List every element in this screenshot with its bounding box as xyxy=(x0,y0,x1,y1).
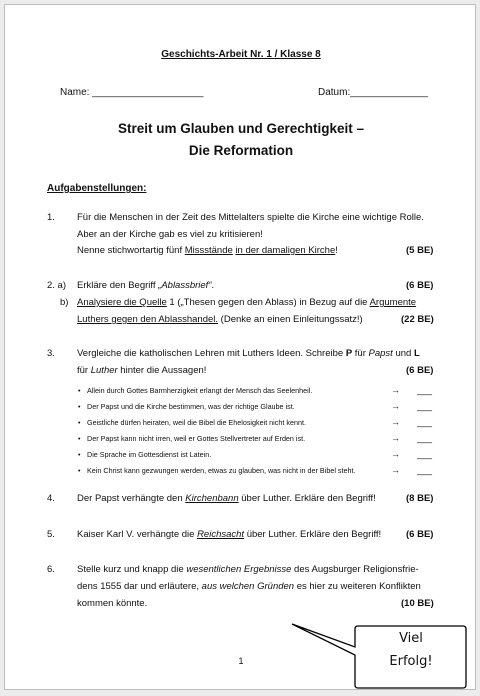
bubble-line2: Erfolg! xyxy=(389,654,433,669)
page-number: 1 xyxy=(238,656,244,666)
task-2b-points: (22 BE) xyxy=(401,314,434,325)
task-4-points: (8 BE) xyxy=(406,493,434,504)
answer-blank[interactable]: ___ xyxy=(417,449,433,459)
arrow-right-icon: → xyxy=(391,433,400,443)
section-heading: Aufgabenstellungen: xyxy=(47,183,147,194)
worksheet-page xyxy=(4,4,476,690)
main-title-line2: Die Reformation xyxy=(188,143,294,158)
exam-header-title: Geschichts-Arbeit Nr. 1 / Klasse 8 xyxy=(161,49,321,60)
bullet-icon: • xyxy=(78,418,81,427)
task-3-line1: Vergleiche die katholischen Lehren mit Luthers Ideen. Schreibe P für Papst und L xyxy=(77,348,420,359)
task-1-line1: Für die Menschen in der Zeit des Mittelalters spielte die Kirche eine wichtige Rolle. xyxy=(77,212,424,223)
task-4-text: Der Papst verhängte den Kirchenbann über Luther. Erkläre den Begriff! xyxy=(77,493,376,504)
task-6-number: 6. xyxy=(47,564,55,575)
task-5-points: (6 BE) xyxy=(406,529,434,540)
statement-item: • Allein durch Gottes Barmherzigkeit erlangt der Mensch das Seelenheil. xyxy=(78,386,313,395)
bullet-icon: • xyxy=(78,402,81,411)
name-field-label: Name: ____________________ xyxy=(60,87,204,98)
task-6-line2: dens 1555 dar und erläutere, aus welchen Gründen es hier zu weiteren Konflikten xyxy=(77,581,421,592)
arrow-right-icon: → xyxy=(391,449,400,459)
answer-blank[interactable]: ___ xyxy=(417,417,433,427)
bullet-icon: • xyxy=(78,386,81,395)
answer-blank[interactable]: ___ xyxy=(417,465,433,475)
answer-blank[interactable]: ___ xyxy=(417,401,433,411)
task-2b-line2: Luthers gegen den Ablasshandel. (Denke an einen Einleitungssatz!) xyxy=(77,314,363,325)
arrow-right-icon: → xyxy=(391,401,400,411)
bubble-line1: Viel xyxy=(399,631,423,646)
arrow-right-icon: → xyxy=(391,417,400,427)
task-4-number: 4. xyxy=(47,493,55,504)
task-1-points: (5 BE) xyxy=(406,245,434,256)
bullet-icon: • xyxy=(78,450,81,459)
task-2b-line1: Analysiere die Quelle 1 („Thesen gegen den Ablass) in Bezug auf die Argumente xyxy=(77,297,417,308)
task-2a-text: Erkläre den Begriff „Ablassbrief“. xyxy=(77,280,215,291)
date-field-label: Datum:______________ xyxy=(318,87,429,98)
task-3-line2: für Luther hinter die Aussagen! xyxy=(77,365,207,376)
task-1-number: 1. xyxy=(47,212,55,223)
statement-item: • Kein Christ kann gezwungen werden, etwas zu glauben, was nicht in der Bibel steht. xyxy=(78,466,356,475)
arrow-right-icon: → xyxy=(391,385,400,395)
task-6-line3: kommen könnte. xyxy=(77,598,148,609)
task-1-line3: Nenne stichwortartig fünf Missstände in der damaligen Kirche! xyxy=(77,245,338,256)
task-3-number: 3. xyxy=(47,348,55,359)
task-5-number: 5. xyxy=(47,529,55,540)
bullet-icon: • xyxy=(78,434,81,443)
task-5-text: Kaiser Karl V. verhängte die Reichsacht über Luther. Erkläre den Begriff! xyxy=(77,529,382,540)
statement-item: • Der Papst kann nicht irren, weil er Gottes Stellvertreter auf Erden ist. xyxy=(78,434,306,443)
bullet-icon: • xyxy=(78,466,81,475)
task-6-points: (10 BE) xyxy=(401,598,434,609)
task-6-line1: Stelle kurz und knapp die wesentlichen Ergebnisse des Augsburger Religionsfrie- xyxy=(77,564,419,575)
task-3-points: (6 BE) xyxy=(406,365,434,376)
task-1-line2: Aber an der Kirche gab es viel zu kritisieren! xyxy=(77,229,263,240)
task-2a-number: 2. a) xyxy=(47,280,67,291)
task-2a-points: (6 BE) xyxy=(406,280,434,291)
statement-item: • Die Sprache im Gottesdienst ist Latein. xyxy=(78,450,212,459)
arrow-right-icon: → xyxy=(391,465,400,475)
task-2b-number: b) xyxy=(60,297,69,308)
answer-blank[interactable]: ___ xyxy=(417,385,433,395)
main-title-line1: Streit um Glauben und Gerechtigkeit – xyxy=(117,121,365,136)
speech-bubble xyxy=(291,623,469,691)
answer-blank[interactable]: ___ xyxy=(417,433,433,443)
statement-item: • Geistliche dürfen heiraten, weil die Bibel die Ehelosigkeit nicht kennt. xyxy=(78,418,306,427)
statement-item: • Der Papst und die Kirche bestimmen, was der richtige Glaube ist. xyxy=(78,402,295,411)
